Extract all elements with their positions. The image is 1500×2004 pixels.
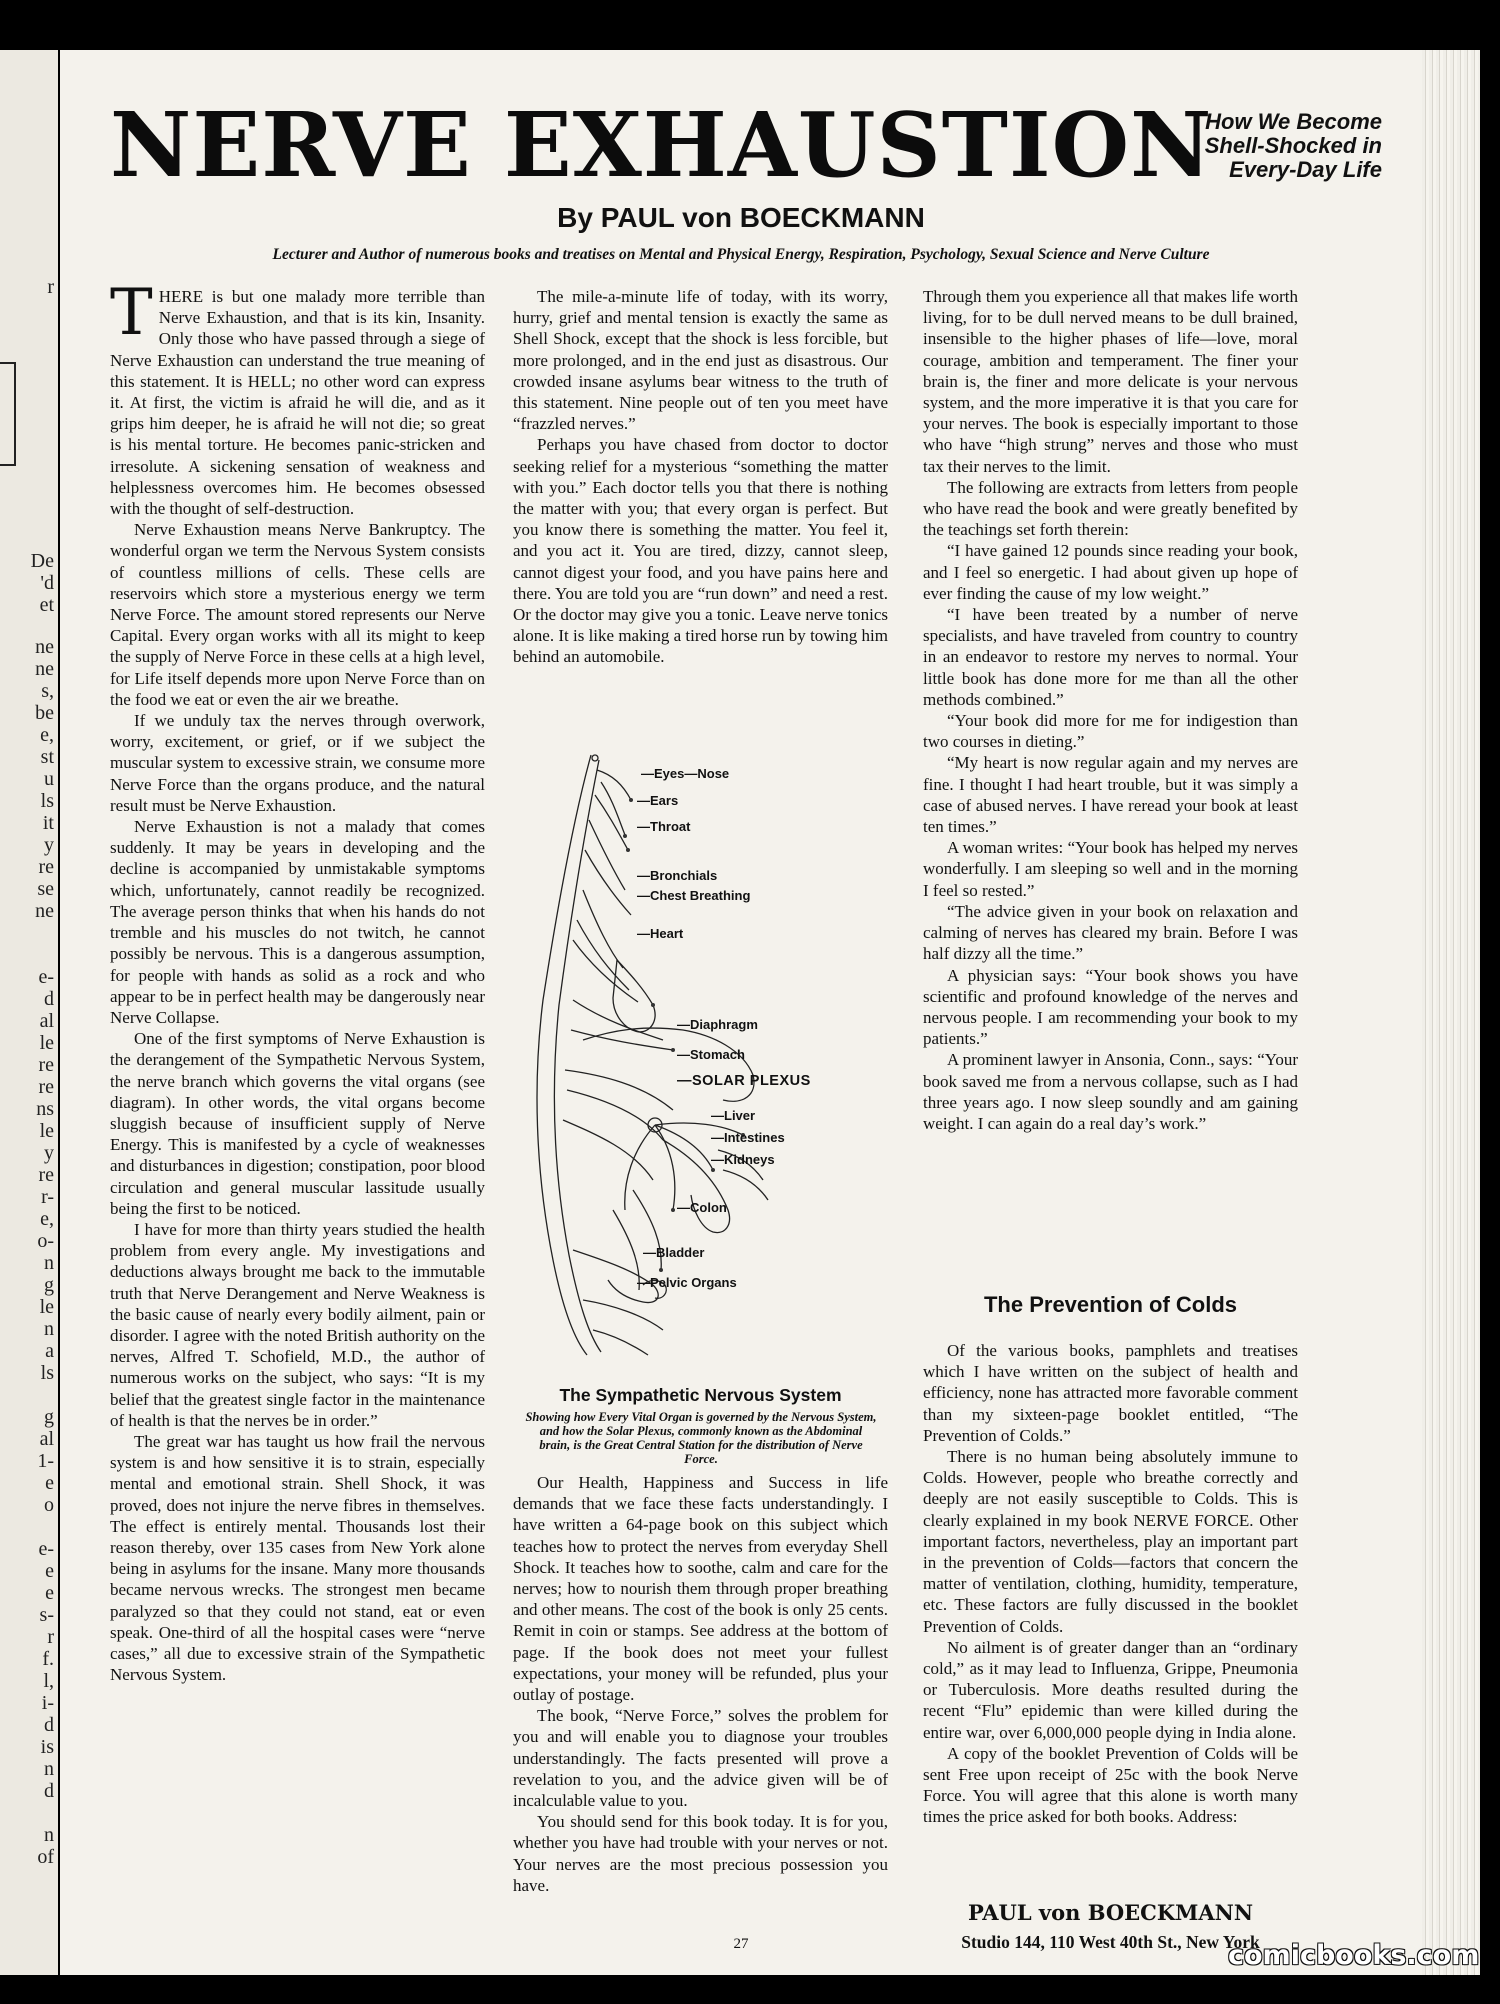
adjacent-page-letter: ns bbox=[36, 1098, 54, 1120]
diagram-caption: Showing how Every Vital Organ is governed by the Nervous System, and how the Solar Plexus, commonly known as the Abdominal brain, is the Great Central Station for the distribution of Nerve Force. bbox=[525, 1410, 877, 1466]
adjacent-page-letter: f. bbox=[42, 1648, 54, 1670]
adjacent-page-strip bbox=[0, 50, 58, 1975]
byline: By PAUL von BOECKMANN bbox=[557, 202, 925, 233]
adjacent-page-letter: ne bbox=[35, 658, 54, 680]
article-title: NERVE EXHAUSTION bbox=[110, 92, 1213, 197]
adjacent-page-letter: o- bbox=[37, 1230, 54, 1252]
diagram-label-throat: —Throat bbox=[637, 819, 691, 834]
testimonial: “The advice given in your book on relaxation and calming of nerves has cleared my brain. Before I was half dizzy all the time.” bbox=[923, 901, 1298, 964]
testimonial: “My heart is now regular again and my nerves are fine. I thought I had heart trouble, but it was simply a case of abused nerves. I have reread your book at least ten times.” bbox=[923, 753, 1298, 837]
paragraph: You should send for this book today. It is for you, whether you have had trouble with your nerves or not. Your nerves are the most precious possession you have. bbox=[513, 1812, 888, 1895]
testimonial: “I have gained 12 pounds since reading your book, and I feel so energetic. I had about given up hope of ever finding the cause of my low weight.” bbox=[923, 541, 1298, 603]
column-3-colds-section bbox=[923, 1340, 1298, 1828]
adjacent-page-letter: s, bbox=[41, 680, 54, 702]
adjacent-page-letter: r bbox=[47, 276, 54, 298]
adjacent-page-letter: e, bbox=[40, 724, 54, 746]
watermark: comicbooks.com bbox=[1228, 1940, 1480, 1971]
page-number: 27 bbox=[733, 1936, 749, 1952]
signature-name: PAUL von BOECKMANN bbox=[967, 1900, 1254, 1925]
column-3 bbox=[923, 286, 1298, 1134]
adjacent-page-letter: re bbox=[38, 1076, 54, 1098]
adjacent-page-letter: i- bbox=[41, 1692, 54, 1714]
paragraph: Nerve Exhaustion means Nerve Bankruptcy. The wonderful organ we term the Nervous System consists of countless millions of cells. These cells are reservoirs which store a mysterious energy we term Nerve Force. The amount stored represents our Nerve Capital. Every organ works with all its might to keep the supply of Nerve Force in these cells at a high level, for Life itself depends more upon Nerve Force than on the food we eat or even the air we breathe. bbox=[110, 520, 485, 709]
diagram-label-chest-breathing: —Chest Breathing bbox=[637, 888, 751, 903]
adjacent-page-letter: a bbox=[45, 1340, 54, 1362]
adjacent-page-letter: e- bbox=[38, 966, 54, 988]
nervous-system-diagram bbox=[513, 740, 888, 1380]
drop-cap: T bbox=[110, 276, 153, 350]
paragraph: Our Health, Happiness and Success in life demands that we face these facts understandingly. I have written a 64-page book on this subject which teaches how to protect the nerves from everyday Shell Shock. It teaches how to soothe, calm and care for the nerves; how to nourish them through proper breathing and other means. The cost of the book is only 25 cents. Remit in coin or stamps. See address at the bottom of page. If the book does not meet your fullest expectations, your money will be refunded, plus your outlay of postage. bbox=[513, 1473, 888, 1705]
paragraph: Perhaps you have chased from doctor to doctor seeking relief for a mysterious “something the matter with you.” Each doctor tells you that there is nothing the matter with you; that every organ is perfect. But you know there is something the matter. You feel it, and you act it. You are tired, dizzy, cannot sleep, cannot digest your food, and you have pains here and there. You are told you are “run down” and need a rest. Or the doctor may give you a tonic. Leave nerve tonics alone. It is like making a tired horse run by towing him behind an automobile. bbox=[513, 435, 888, 667]
adjacent-page-letter: o bbox=[44, 1494, 54, 1516]
paragraph: No ailment is of greater danger than an “ordinary cold,” as it may lead to Influenza, Grippe, Pneumonia or Tuberculosis. More deaths resulted during the recent “Flu” epidemic than were killed during the entire war, over 6,000,000 people dying in India alone. bbox=[923, 1637, 1298, 1742]
adjacent-page-letter: of bbox=[37, 1846, 54, 1868]
adjacent-page-letter: 1- bbox=[37, 1450, 54, 1472]
article-tagline bbox=[1122, 110, 1382, 182]
adjacent-page-letter: re bbox=[38, 856, 54, 878]
column-2-bottom bbox=[513, 1472, 888, 1896]
tagline-line: Shell-Shocked in bbox=[1204, 133, 1382, 158]
adjacent-page-letter: it bbox=[42, 812, 54, 834]
section-heading: The Prevention of Colds bbox=[983, 1292, 1238, 1317]
adjacent-page-letter: e bbox=[45, 1582, 54, 1604]
testimonial: “Your book did more for me for indigestion than two courses in dieting.” bbox=[923, 711, 1298, 752]
adjacent-page-letter: is bbox=[40, 1736, 54, 1758]
paragraph: I have for more than thirty years studied the health problem from every angle. My investigations and deductions always brought me back to the immutable truth that Nerve Derangement and Nerve Weakness is the basic cause of nearly every bodily ailment, pain or disorder. I agree with the noted British authority on the nerves, Alfred T. Schofield, M.D., the author of numerous works on the subject, who says: “It is my belief that the greatest single factor in the maintenance of health is that the nerves be in order.” bbox=[110, 1219, 485, 1430]
diagram-label-ears: —Ears bbox=[637, 793, 679, 808]
adjacent-page-box bbox=[0, 362, 16, 466]
paragraph: Through them you experience all that makes life worth living, for to be dull nerved means to be dull brained, insensible to the higher phases of life—love, moral courage, ambition and temperament. The finer your brain is, the finer and more delicate is your nervous system, and the more imperative it is that you care for your nerves. The book is especially important to those who have “high strung” nerves and those who must tax their nerves to the limit. bbox=[923, 287, 1298, 476]
adjacent-page-letter: st bbox=[40, 746, 54, 768]
diagram-label-diaphragm: —Diaphragm bbox=[677, 1017, 758, 1032]
adjacent-page-letter: ne bbox=[35, 900, 54, 922]
paragraph: If we unduly tax the nerves through overwork, worry, excitement, or grief, or if we subject the muscular system to excessive strain, we consume more Nerve Force than the organs produce, and the natural result must be Nerve Exhaustion. bbox=[110, 711, 485, 815]
adjacent-page-letter: ls bbox=[40, 1362, 54, 1384]
testimonial: “I have been treated by a number of nerve specialists, and have traveled from country to country in an endeavor to restore my nerves to normal. Your little book has done more for me than all the other methods combined.” bbox=[923, 605, 1298, 709]
adjacent-page-letter: y bbox=[44, 1142, 54, 1164]
column-2-top bbox=[513, 286, 888, 668]
paragraph: There is no human being absolutely immune to Colds. However, people who breathe correctly and deeply are not easily susceptible to Colds. This is clearly explained in my book NERVE FORCE. Other important factors, nevertheless, play an important part in the prevention of Colds—factors that concern the matter of ventilation, clothing, humidity, temperature, etc. These factors are fully discussed in the booklet Prevention of Colds. bbox=[923, 1447, 1298, 1636]
adjacent-page-letter: be bbox=[35, 702, 54, 724]
adjacent-page-letter: e- bbox=[38, 1538, 54, 1560]
adjacent-page-letter: u bbox=[44, 768, 54, 790]
paragraph: The following are extracts from letters from people who have read the book and were greatly benefited by the teachings set forth therein: bbox=[923, 477, 1298, 540]
adjacent-page-letter: n bbox=[44, 1758, 54, 1780]
column-1 bbox=[110, 276, 485, 1685]
adjacent-page-letter: se bbox=[37, 878, 54, 900]
diagram-label-intestines: —Intestines bbox=[711, 1130, 785, 1145]
paragraph: One of the first symptoms of Nerve Exhaustion is the derangement of the Sympathetic Nervous System, the nerve branch which governs the vital organs (see diagram). In other words, the vital organs become sluggish because of insufficient supply of Nerve Energy. This is manifested by a cycle of weaknesses and disturbances in digestion; constipation, poor blood circulation and general muscular lassitude usually being the first to be noticed. bbox=[110, 1029, 485, 1218]
adjacent-page-letter: n bbox=[44, 1318, 54, 1340]
adjacent-page-letter: 'd bbox=[40, 572, 54, 594]
adjacent-page-letter: d bbox=[44, 1780, 54, 1802]
adjacent-page-letter: e, bbox=[40, 1208, 54, 1230]
testimonial: A prominent lawyer in Ansonia, Conn., says: “Your book saved me from a nervous collapse, such as I had three years ago. I now sleep soundly and am gaining weight. I can again do a real day’s work.” bbox=[923, 1050, 1298, 1133]
diagram-label-heart: —Heart bbox=[637, 926, 684, 941]
diagram-label-stomach: —Stomach bbox=[677, 1047, 745, 1062]
diagram-label-pelvic-organs: —Pelvic Organs bbox=[637, 1275, 737, 1290]
paragraph: The mile-a-minute life of today, with its worry, hurry, grief and mental tension is exactly the same as Shell Shock, except that the shock is less forcible, but more prolonged, and in the end just as disastrous. Our crowded insane asylums bear witness to the truth of this statement. Nine people out of ten you meet have “frazzled nerves.” bbox=[513, 287, 888, 434]
page-edges bbox=[1422, 50, 1480, 1975]
adjacent-page-letter: n bbox=[44, 1824, 54, 1846]
paragraph: A copy of the booklet Prevention of Colds will be sent Free upon receipt of 25c with the book Nerve Force. You will agree that this alone is worth many times the price asked for both books. Address: bbox=[923, 1743, 1298, 1827]
adjacent-page-letter: e bbox=[45, 1560, 54, 1582]
adjacent-page-letter: ne bbox=[35, 636, 54, 658]
diagram-label-colon: —Colon bbox=[677, 1200, 727, 1215]
adjacent-page-letter: n bbox=[44, 1252, 54, 1274]
adjacent-page-letter: y bbox=[44, 834, 54, 856]
tagline-line: How We Become bbox=[1205, 109, 1382, 134]
adjacent-page-letter: et bbox=[39, 594, 54, 616]
adjacent-page-letter: al bbox=[39, 1010, 54, 1032]
diagram-label-bronchials: —Bronchials bbox=[637, 868, 718, 883]
paragraph: The great war has taught us how frail the nervous system is and how sensitive it is to strain, especially mental and emotional strain. Shell Shock, it was proved, does not injure the nerve fibres in themselves. The effect is entirely mental. Thousands lost their reason thereby, over 135 cases from New York alone being in asylums for the insane. Many more thousands became nervous wrecks. The strongest men became paralyzed so that they could not stand, eat or even speak. One-third of all the hospital cases were “nerve cases,” all due to excessive strain of the Sympathetic Nervous System. bbox=[110, 1431, 485, 1685]
diagram-label-solar-plexus: —SOLAR PLEXUS bbox=[677, 1073, 811, 1089]
paragraph: The book, “Nerve Force,” solves the problem for you and will enable you to diagnose your troubles understandingly. The facts presented will prove a revelation to you, and the advice given will be of incalculable value to you. bbox=[513, 1706, 888, 1811]
paragraph: Nerve Exhaustion is not a malady that comes suddenly. It may be years in developing and the decline is accompanied by unmistakable symptoms which, unfortunately, cannot readily be recognized. The average person thinks that when his hands do not tremble and his muscles do not twitch, he cannot possibly be nervous. This is a dangerous assumption, for people with hands as solid as a rock and who appear to be in perfect health may be dangerously near Nerve Collapse. bbox=[110, 817, 485, 1027]
adjacent-page-letter: l, bbox=[43, 1670, 54, 1692]
adjacent-page-letter: al bbox=[39, 1428, 54, 1450]
adjacent-page-letter: d bbox=[44, 988, 54, 1010]
magazine-page bbox=[60, 50, 1422, 1975]
paragraph: Of the various books, pamphlets and treatises which I have written on the subject of health and efficiency, none has attracted more favorable comment than my sixteen-page booklet entitled, “The Prevention of Colds.” bbox=[923, 1341, 1298, 1445]
testimonial: A physician says: “Your book shows you have scientific and profound knowledge of the nerves and nervous people. I am recommending your book to my patients.” bbox=[923, 965, 1298, 1049]
adjacent-page-letter: e bbox=[45, 1472, 54, 1494]
adjacent-page-letter: g bbox=[44, 1274, 54, 1296]
adjacent-page-letter: r- bbox=[41, 1186, 54, 1208]
adjacent-page-letter: g bbox=[44, 1406, 54, 1428]
adjacent-page-letter: d bbox=[44, 1714, 54, 1736]
adjacent-page-letter: r bbox=[47, 1626, 54, 1648]
diagram-label-bladder: —Bladder bbox=[643, 1245, 705, 1260]
diagram-label-eyes-nose: —Eyes—Nose bbox=[641, 766, 730, 781]
diagram-label-liver: —Liver bbox=[711, 1108, 756, 1123]
adjacent-page-letter: re bbox=[38, 1164, 54, 1186]
adjacent-page-letter: De bbox=[30, 550, 54, 572]
adjacent-page-letter: ls bbox=[40, 790, 54, 812]
diagram-label-kidneys: —Kidneys bbox=[711, 1152, 775, 1167]
signature-address: Studio 144, 110 West 40th St., New York bbox=[961, 1932, 1260, 1952]
diagram-title: The Sympathetic Nervous System bbox=[559, 1385, 842, 1405]
author-credentials: Lecturer and Author of numerous books and treatises on Mental and Physical Energy, Respiration, Psychology, Sexual Science and Nerve Culture bbox=[272, 246, 1210, 263]
adjacent-page-letter: le bbox=[39, 1032, 54, 1054]
adjacent-page-letter: re bbox=[38, 1054, 54, 1076]
testimonial: A woman writes: “Your book has helped my nerves wonderfully. I am sleeping so well and in the morning I feel so rested.” bbox=[923, 838, 1298, 900]
adjacent-page-letter: le bbox=[39, 1120, 54, 1142]
adjacent-page-letter: s- bbox=[39, 1604, 54, 1626]
tagline-line: Every-Day Life bbox=[1229, 157, 1382, 182]
paragraph: HERE is but one malady more terrible than Nerve Exhaustion, and that is its kin, Insanity. Only those who have passed through a siege of Nerve Exhaustion can understand the true meaning of this statement. It is HELL; no other word can express it. At first, the victim is afraid he will die, and as it grips him deeper, he is afraid he will not die; so great is his mental torture. He becomes panic-stricken and irresolute. A sickening sensation of weakness and helplessness overcomes him. He becomes obsessed with the thought of self-destruction. bbox=[110, 287, 485, 519]
adjacent-page-letter: le bbox=[39, 1296, 54, 1318]
